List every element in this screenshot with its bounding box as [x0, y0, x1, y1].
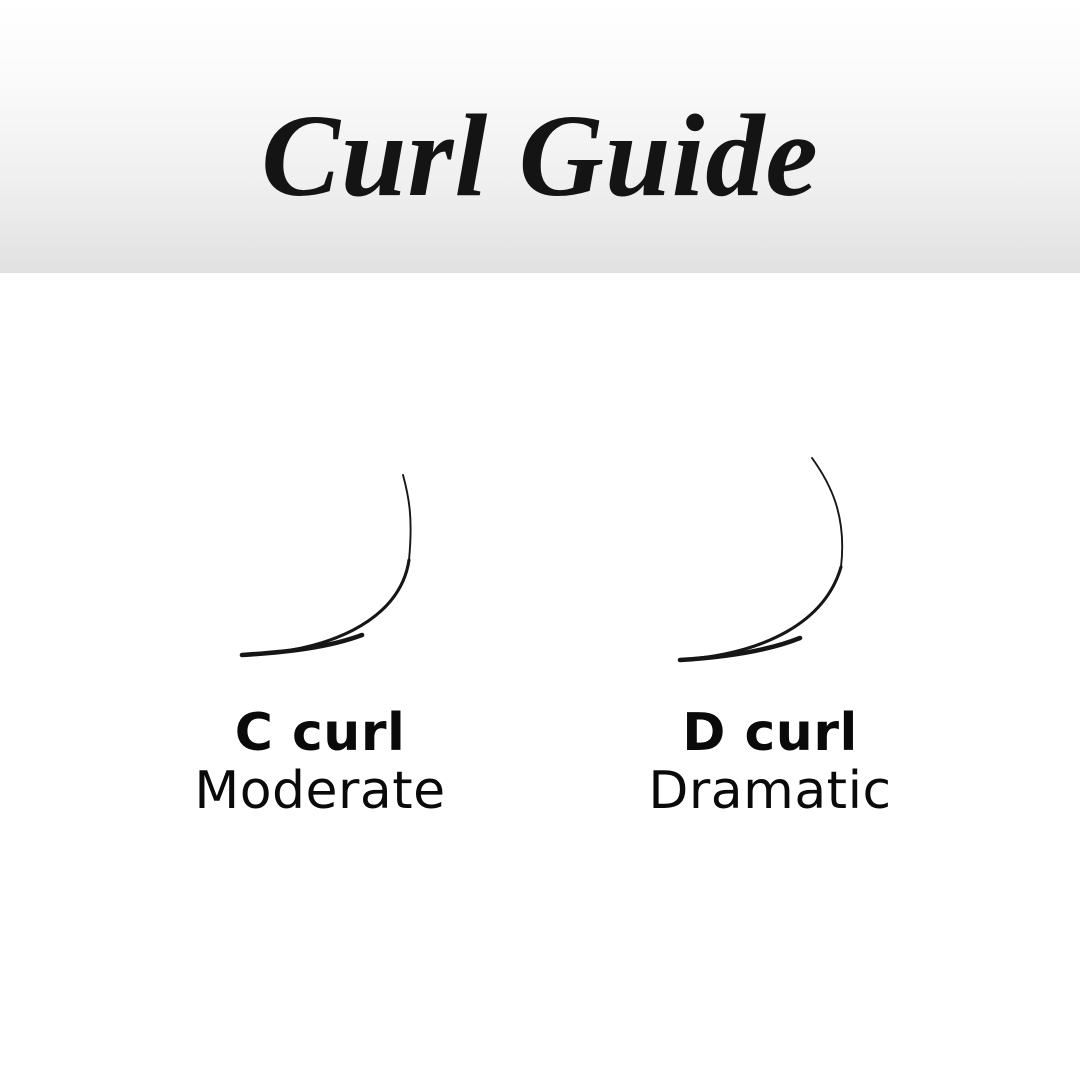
c-curl-lash-tip-stroke: [242, 475, 411, 655]
d-curl-name-label: D curl: [682, 703, 858, 763]
c-curl-style-label: Moderate: [194, 761, 446, 821]
c-curl-name-label: C curl: [234, 703, 406, 763]
c-curl-lash-icon: [242, 475, 411, 655]
d-curl-label-block: [520, 704, 1020, 820]
page-title: Curl Guide: [261, 89, 819, 221]
c-curl-label-block: [70, 704, 570, 820]
d-curl-lash-icon: [680, 458, 842, 660]
d-curl-style-label: Dramatic: [648, 761, 892, 821]
c-curl-lash-base-stroke: [242, 635, 362, 655]
d-curl-lash-tip-stroke: [680, 458, 842, 660]
d-curl-lash-mid-stroke: [680, 567, 841, 660]
